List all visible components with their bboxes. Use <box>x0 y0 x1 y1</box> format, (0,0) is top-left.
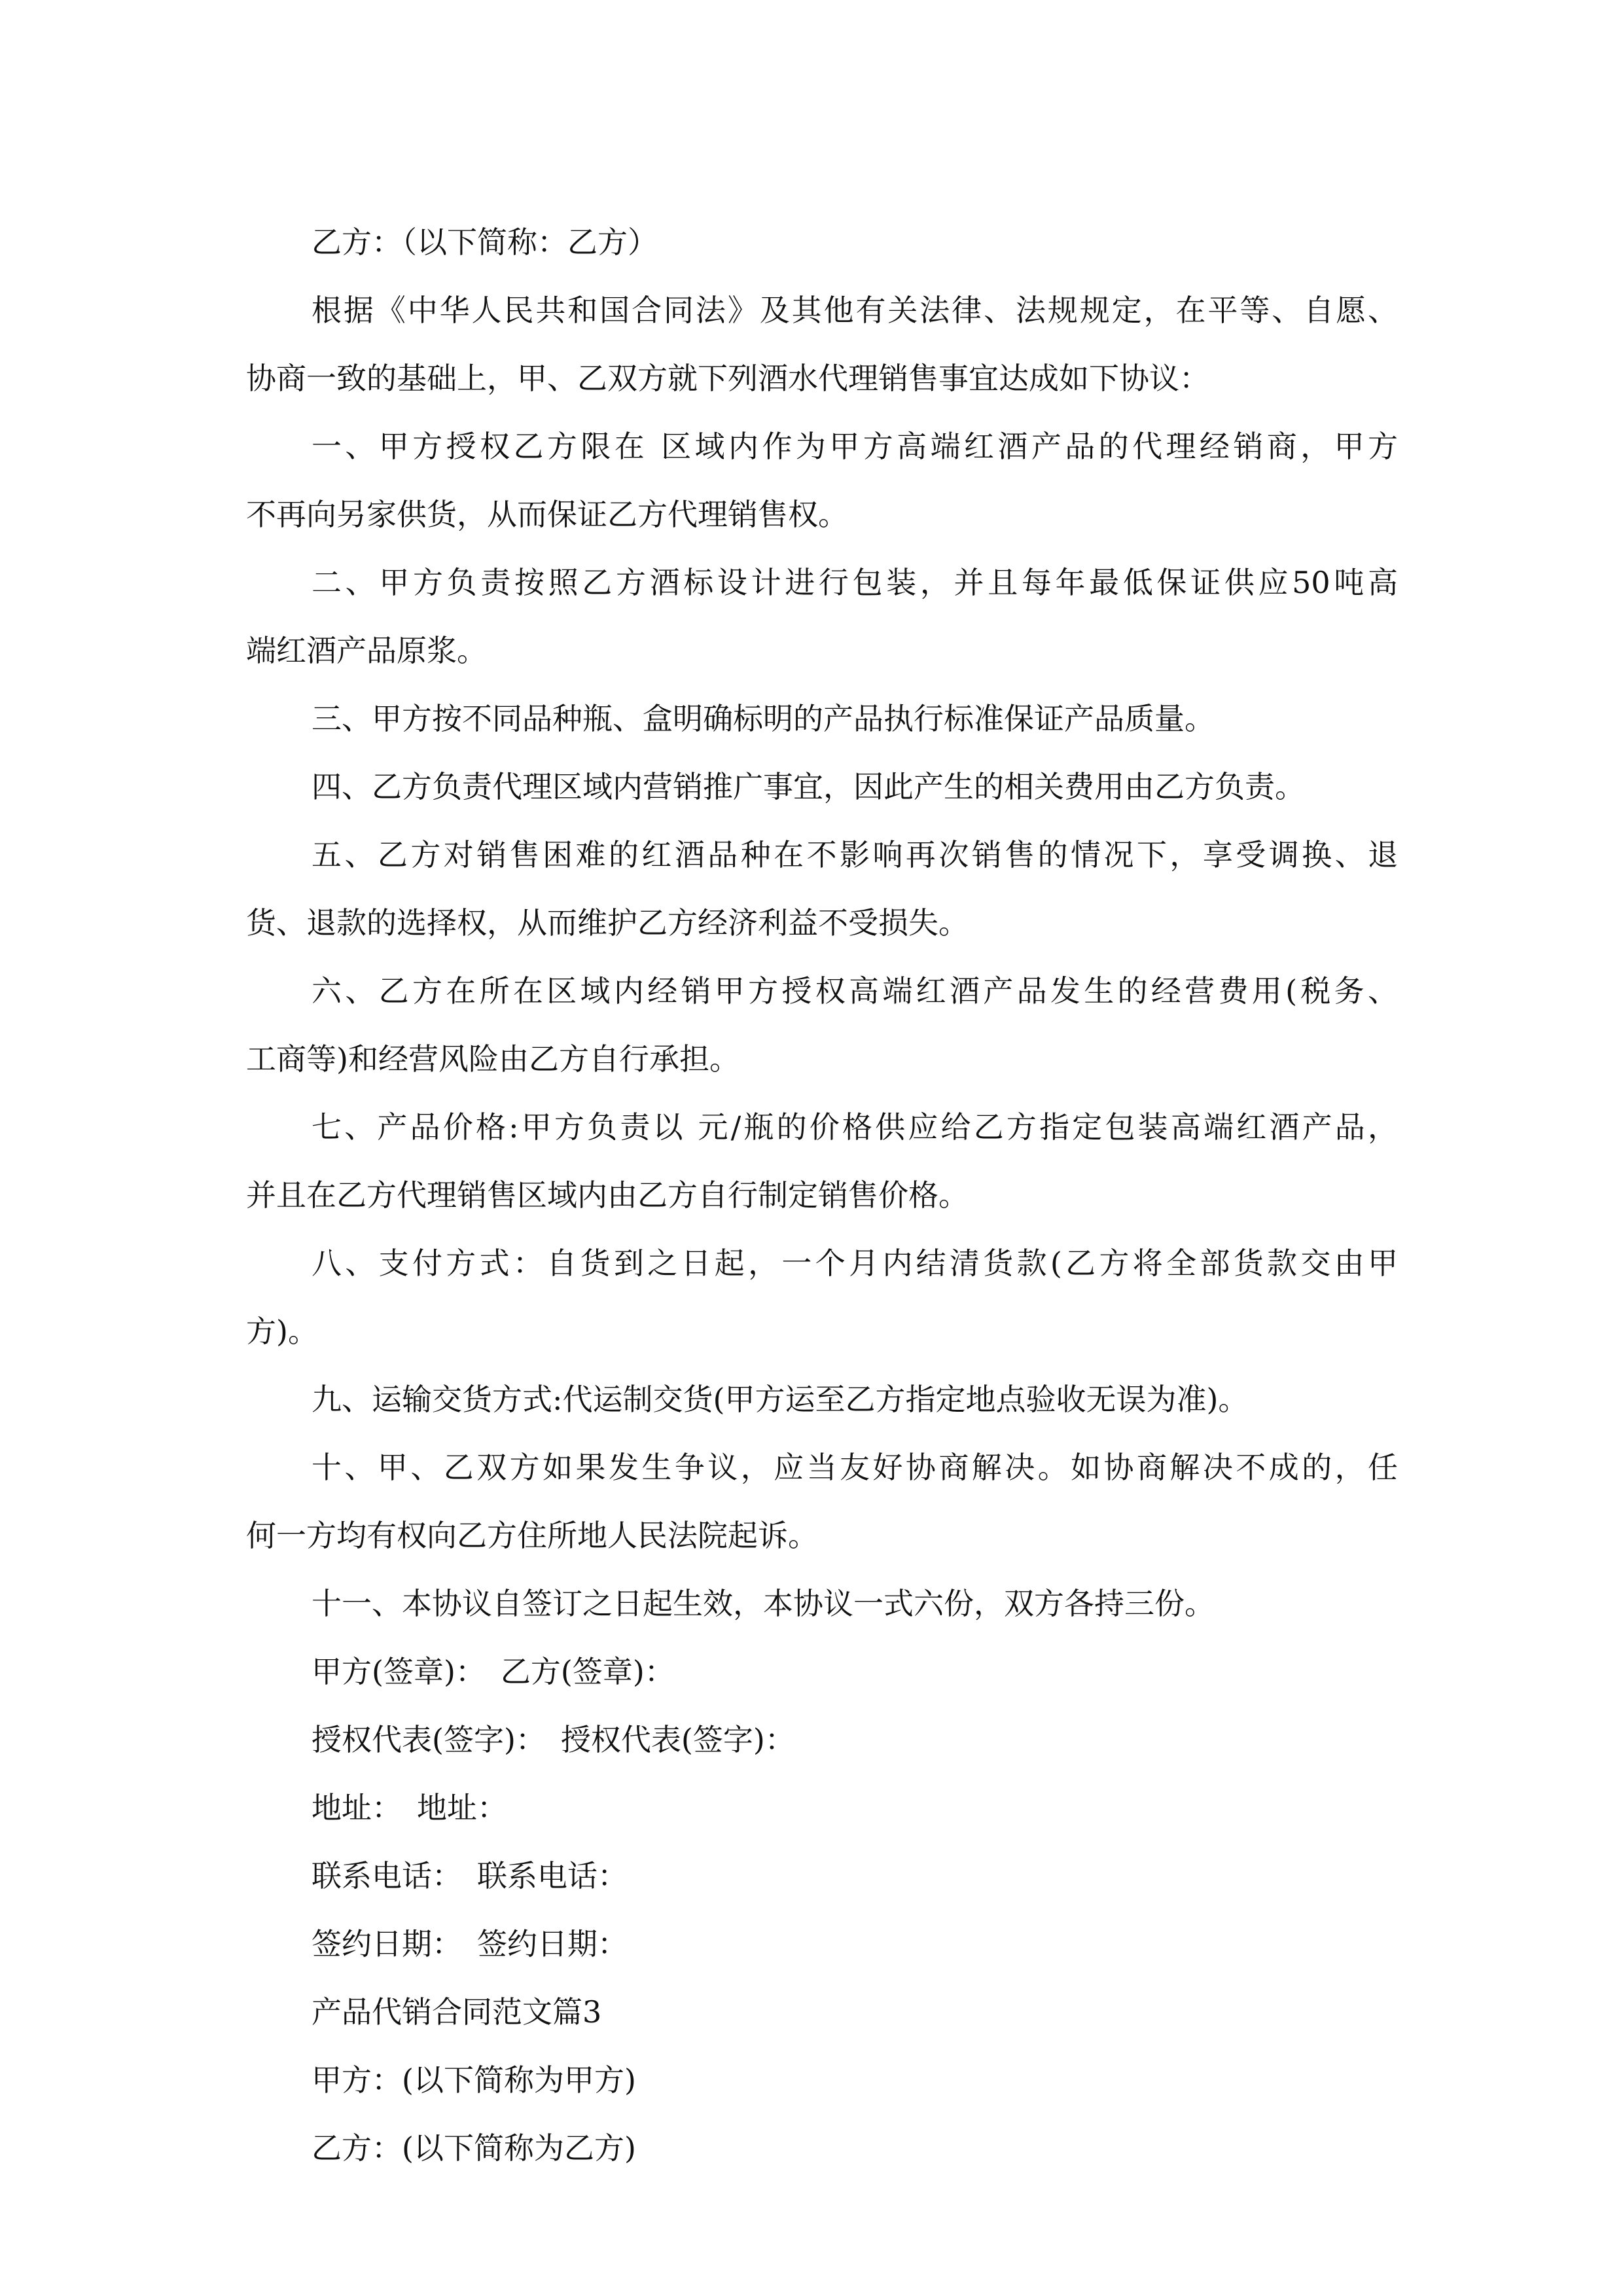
text-line: 根据《中华人民共和国合同法》及其他有关法律、法规规定，在平等、自愿、 <box>312 293 1398 328</box>
text-line: 二、甲方负责按照乙方酒标设计进行包装，并且每年最低保证供应50吨高 <box>312 565 1398 600</box>
text-line: 甲方(签章)： 乙方(签章)： <box>312 1654 675 1689</box>
text-line: 五、乙方对销售困难的红酒品种在不影响再次销售的情况下，享受调换、退 <box>312 837 1398 872</box>
text-line: 产品代销合同范文篇3 <box>312 1994 602 2030</box>
text-line: 八、支付方式：自货到之日起，一个月内结清货款(乙方将全部货款交由甲 <box>312 1246 1398 1281</box>
text-line: 方)。 <box>246 1314 318 1349</box>
text-line: 乙方：（以下简称：乙方） <box>312 224 658 260</box>
text-line: 十、甲、乙双方如果发生争议，应当友好协商解决。如协商解决不成的，任 <box>312 1450 1398 1485</box>
text-line: 端红酒产品原浆。 <box>246 633 487 668</box>
text-line: 工商等)和经营风险由乙方自行承担。 <box>246 1041 740 1077</box>
text-line: 九、运输交货方式:代运制交货(甲方运至乙方指定地点验收无误为准)。 <box>312 1382 1249 1417</box>
text-line: 货、退款的选择权，从而维护乙方经济利益不受损失。 <box>246 905 969 941</box>
text-line: 乙方：(以下简称为乙方) <box>312 2130 636 2166</box>
text-line: 并且在乙方代理销售区域内由乙方自行制定销售价格。 <box>246 1177 969 1213</box>
text-line: 六、乙方在所在区域内经销甲方授权高端红酒产品发生的经营费用(税务、 <box>312 973 1398 1009</box>
text-line: 地址： 地址： <box>312 1790 507 1825</box>
document-body <box>246 208 1398 2182</box>
text-line: 一、甲方授权乙方限在 区域内作为甲方高端红酒产品的代理经销商，甲方 <box>312 429 1398 464</box>
text-line: 四、乙方负责代理区域内营销推广事宜，因此产生的相关费用由乙方负责。 <box>312 769 1305 804</box>
text-line: 联系电话： 联系电话： <box>312 1858 628 1893</box>
text-line: 七、产品价格:甲方负责以 元/瓶的价格供应给乙方指定包装高端红酒产品， <box>312 1109 1398 1145</box>
text-line: 何一方均有权向乙方住所地人民法院起诉。 <box>246 1518 818 1553</box>
text-line: 签约日期： 签约日期： <box>312 1926 628 1962</box>
text-line: 三、甲方按不同品种瓶、盒明确标明的产品执行标准保证产品质量。 <box>312 701 1215 736</box>
text-line: 协商一致的基础上，甲、乙双方就下列酒水代理销售事宜达成如下协议： <box>246 361 1209 396</box>
text-line: 十一、本协议自签订之日起生效，本协议一式六份，双方各持三份。 <box>312 1586 1215 1621</box>
text-line: 甲方：(以下简称为甲方) <box>312 2062 636 2098</box>
text-line: 不再向另家供货，从而保证乙方代理销售权。 <box>246 497 848 532</box>
text-line: 授权代表(签字)： 授权代表(签字)： <box>312 1722 795 1757</box>
